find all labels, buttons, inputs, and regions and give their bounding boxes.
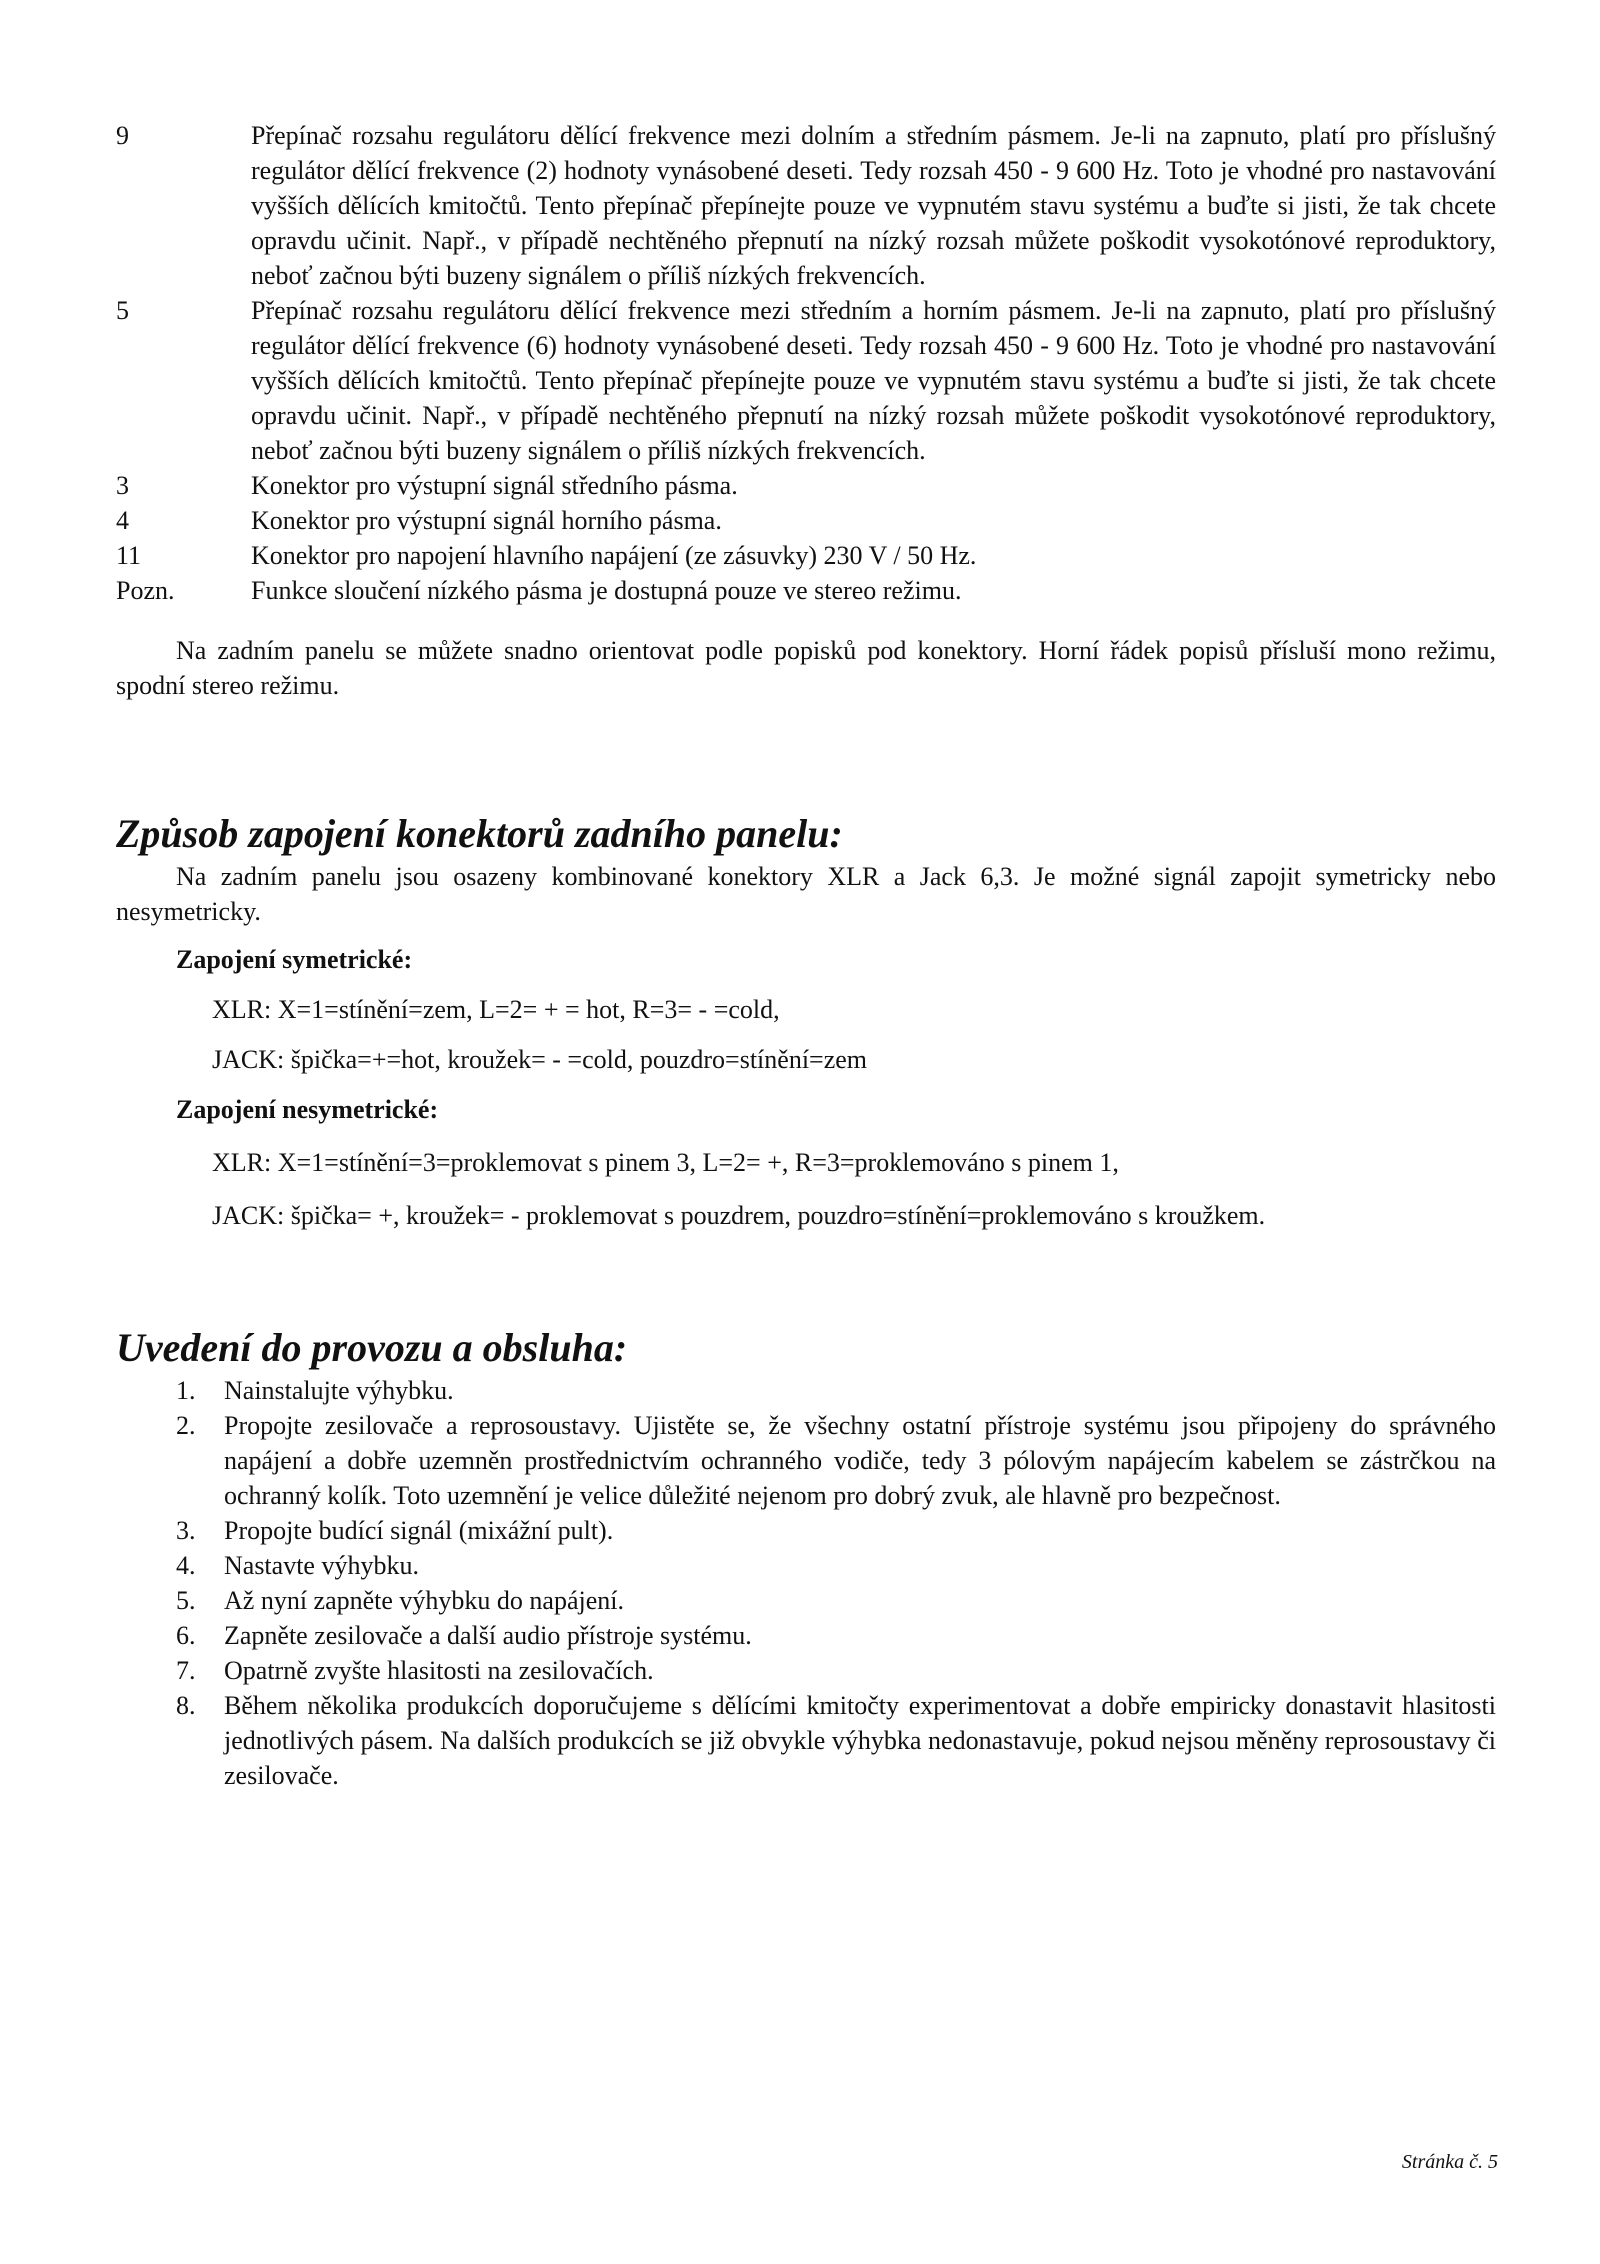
symmetric-jack-line: JACK: špička=+=hot, kroužek= - =cold, pouzdro=stínění=zem bbox=[212, 1045, 868, 1074]
item-number: 5 bbox=[116, 296, 129, 325]
symmetric-xlr-line: XLR: X=1=stínění=zem, L=2= + = hot, R=3= - =cold, bbox=[212, 995, 780, 1024]
operation-steps-list bbox=[116, 1373, 1496, 1793]
step-number: 5. bbox=[176, 1586, 196, 1615]
asymmetric-heading: Zapojení nesymetrické: bbox=[176, 1095, 439, 1124]
description-item-3 bbox=[116, 468, 1496, 503]
control-descriptions bbox=[116, 118, 1496, 608]
document-page bbox=[116, 118, 1496, 1793]
description-item-note bbox=[116, 573, 1496, 608]
asymmetric-jack-line: JACK: špička= +, kroužek= - proklemovat s pouzdrem, pouzdro=stínění=proklemováno s kroužkem. bbox=[212, 1201, 1266, 1230]
item-text: Konektor pro výstupní signál středního pásma. bbox=[251, 471, 738, 500]
intro-paragraph: Na zadním panelu se můžete snadno orientovat podle popisků pod konektory. Horní řádek popisů přísluší mono režimu, spodní stereo režimu. bbox=[116, 636, 1496, 700]
step-text: Nastavte výhybku. bbox=[224, 1551, 419, 1580]
step-number: 4. bbox=[176, 1551, 196, 1580]
step-text: Propojte zesilovače a reprosoustavy. Ujistěte se, že všechny ostatní přístroje systému jsou připojeny do správného napájení a dobře uzemněn prostřednictvím ochranného vodiče, tedy 3 pólovým napájecím kabelem se zástrčkou na ochranný kolík. Toto uzemnění je velice důležité nejenom pro dobrý zvuk, ale hlavně pro bezpečnost. bbox=[224, 1411, 1496, 1510]
list-item bbox=[176, 1373, 1496, 1408]
description-item-9 bbox=[116, 118, 1496, 293]
section-heading-operation: Uvedení do provozu a obsluha: bbox=[116, 1325, 628, 1370]
step-number: 2. bbox=[176, 1411, 196, 1440]
step-number: 6. bbox=[176, 1621, 196, 1650]
item-text: Konektor pro napojení hlavního napájení (ze zásuvky) 230 V / 50 Hz. bbox=[251, 541, 977, 570]
description-item-4 bbox=[116, 503, 1496, 538]
list-item bbox=[176, 1618, 1496, 1653]
step-text: Nainstalujte výhybku. bbox=[224, 1376, 454, 1405]
asymmetric-xlr-line: XLR: X=1=stínění=3=proklemovat s pinem 3, L=2= +, R=3=proklemováno s pinem 1, bbox=[212, 1148, 1119, 1177]
description-item-5 bbox=[116, 293, 1496, 468]
page-number-footer: Stránka č. 5 bbox=[1401, 2151, 1498, 2173]
list-item bbox=[176, 1548, 1496, 1583]
item-number: 3 bbox=[116, 471, 129, 500]
symmetric-heading: Zapojení symetrické: bbox=[176, 945, 413, 974]
list-item bbox=[176, 1408, 1496, 1513]
connectors-paragraph: Na zadním panelu jsou osazeny kombinované konektory XLR a Jack 6,3. Je možné signál zapojit symetricky nebo nesymetricky. bbox=[116, 862, 1496, 926]
list-item bbox=[176, 1688, 1496, 1793]
step-number: 1. bbox=[176, 1376, 196, 1405]
list-item bbox=[176, 1653, 1496, 1688]
step-number: 7. bbox=[176, 1656, 196, 1685]
step-text: Během několika produkcích doporučujeme s dělícími kmitočty experimentovat a dobře empiricky donastavit hlasitosti jednotlivých pásem. Na dalších produkcích se již obvykle výhybka nedonastavuje, pokud nejsou měněny reprosoustavy či zesilovače. bbox=[224, 1691, 1496, 1790]
item-text: Přepínač rozsahu regulátoru dělící frekvence mezi středním a horním pásmem. Je-li na zapnuto, platí pro příslušný regulátor dělící frekvence (6) hodnoty vynásobené deseti. Tedy rozsah 450 - 9 600 Hz. Toto je vhodné pro nastavování vyšších dělících kmitočtů. Tento přepínač přepínejte pouze ve vypnutém stavu systému a buďte si jisti, že tak chcete opravdu učinit. Např., v případě nechtěného přepnutí na nízký rozsah můžete poškodit vysokotónové reproduktory, neboť začnou býti buzeny signálem o příliš nízkých frekvencích. bbox=[251, 296, 1496, 465]
section-heading-connectors: Způsob zapojení konektorů zadního panelu: bbox=[116, 811, 843, 856]
step-number: 8. bbox=[176, 1691, 196, 1720]
item-number: 9 bbox=[116, 121, 129, 150]
item-text: Funkce sloučení nízkého pásma je dostupná pouze ve stereo režimu. bbox=[251, 576, 962, 605]
step-text: Opatrně zvyšte hlasitosti na zesilovačích. bbox=[224, 1656, 654, 1685]
step-text: Až nyní zapněte výhybku do napájení. bbox=[224, 1586, 624, 1615]
item-text: Konektor pro výstupní signál horního pásma. bbox=[251, 506, 722, 535]
step-text: Zapněte zesilovače a další audio přístroje systému. bbox=[224, 1621, 752, 1650]
list-item bbox=[176, 1513, 1496, 1548]
list-item bbox=[176, 1583, 1496, 1618]
item-number: 4 bbox=[116, 506, 129, 535]
item-text: Přepínač rozsahu regulátoru dělící frekvence mezi dolním a středním pásmem. Je-li na zapnuto, platí pro příslušný regulátor dělící frekvence (2) hodnoty vynásobené deseti. Tedy rozsah 450 - 9 600 Hz. Toto je vhodné pro nastavování vyšších dělících kmitočtů. Tento přepínač přepínejte pouze ve vypnutém stavu systému a buďte si jisti, že tak chcete opravdu učinit. Např., v případě nechtěného přepnutí na nízký rozsah můžete poškodit vysokotónové reproduktory, neboť začnou býti buzeny signálem o příliš nízkých frekvencích. bbox=[251, 121, 1496, 290]
step-number: 3. bbox=[176, 1516, 196, 1545]
description-item-11 bbox=[116, 538, 1496, 573]
step-text: Propojte budící signál (mixážní pult). bbox=[224, 1516, 614, 1545]
item-number: 11 bbox=[116, 541, 142, 570]
item-number: Pozn. bbox=[116, 576, 175, 605]
